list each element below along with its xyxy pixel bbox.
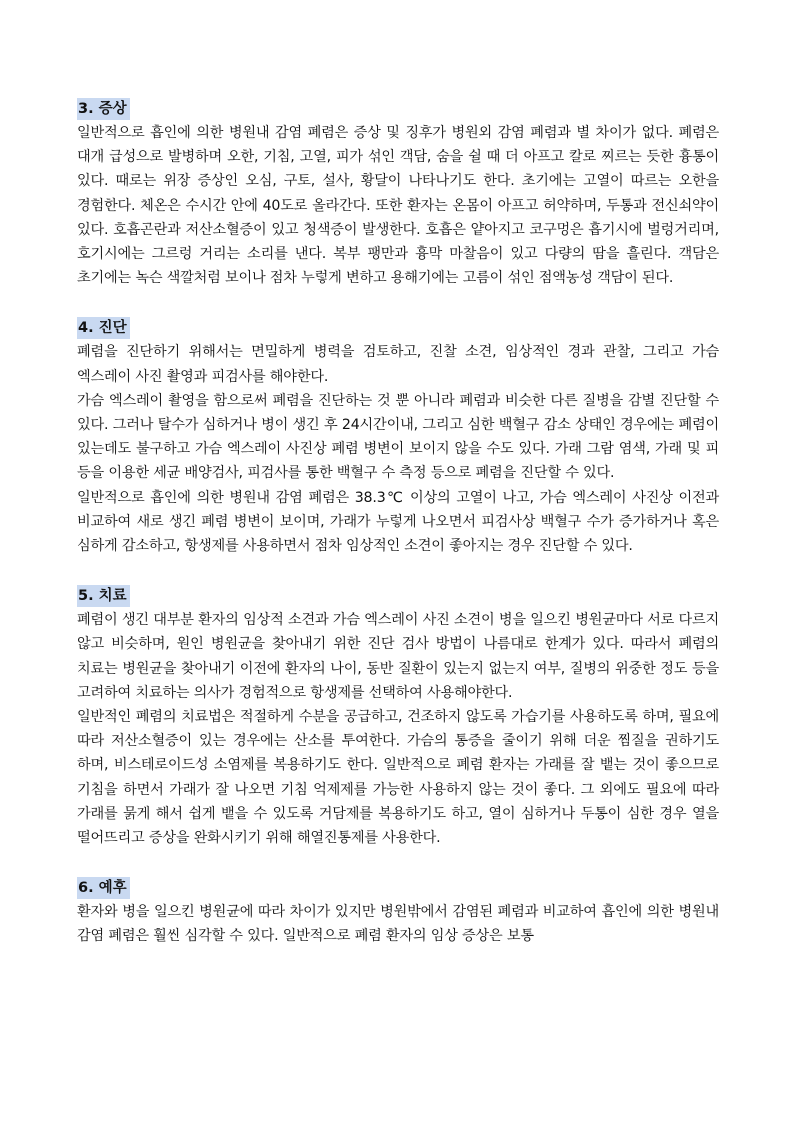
section-diagnosis xyxy=(77,317,719,558)
document-page xyxy=(77,98,719,976)
paragraph: 폐렴을 진단하기 위해서는 면밀하게 병력을 검토하고, 진찰 소견, 임상적인 경과 관찰, 그리고 가슴 엑스레이 사진 촬영과 피검사를 해야한다. xyxy=(77,344,719,385)
paragraph: 가슴 엑스레이 촬영을 함으로써 폐렴을 진단하는 것 뿐 아니라 폐렴과 비슷한 다른 질병을 감별 진단할 수 있다. 그러나 탈수가 심하거나 병이 생긴 후 24시간이내, 그리고 심한 백혈구 감소 상태인 경우에는 폐렴이 있는데도 불구하고 가슴 엑스레이 사진상 폐렴 병변이 보이지 않을 수도 있다. 가래 그람 염색, 가래 및 피 등을 이용한 세균 배양검사, 피검사를 통한 백혈구 수 측정 등으로 폐렴을 진단할 수 있다. xyxy=(77,392,719,482)
paragraph: 일반적으로 흡인에 의한 병원내 감염 폐렴은 증상 및 징후가 병원외 감염 폐렴과 별 차이가 없다. 폐렴은 대개 급성으로 발병하며 오한, 기침, 고열, 피가 섞인 객담, 숨을 쉴 때 더 아프고 칼로 찌르는 듯한 흉통이 있다. 때로는 위장 증상인 오심, 구토, 설사, 황달이 나타나기도 한다. 초기에는 고열이 따르는 오한을 경험한다. 체온은 수시간 안에 40도로 올라간다. 또한 환자는 온몸이 아프고 허약하며, 두통과 전신쇠약이 있다. 호흡곤란과 저산소혈증이 있고 청색증이 발생한다. 호흡은 얕아지고 코구멍은 흡기시에 벌렁거리며, 호기시에는 그르렁 거리는 소리를 낸다. 복부 팽만과 흉막 마찰음이 있고 다량의 땀을 흘린다. 객담은 초기에는 녹슨 색깔처럼 보이나 점차 누렇게 변하고 용해기에는 고름이 섞인 점액농성 객담이 된다. xyxy=(77,125,719,287)
section-heading: 6. 예후 xyxy=(77,877,130,899)
paragraph: 환자와 병을 일으킨 병원균에 따라 차이가 있지만 병원밖에서 감염된 폐렴과 비교하여 흡인에 의한 병원내 감염 폐렴은 훨씬 심각할 수 있다. 일반적으로 폐렴 환자의 임상 증상은 보통 xyxy=(77,904,719,945)
section-treatment xyxy=(77,585,719,850)
section-heading: 3. 증상 xyxy=(77,98,130,120)
paragraph: 일반적으로 흡인에 의한 병원내 감염 폐렴은 38.3℃ 이상의 고열이 나고, 가슴 엑스레이 사진상 이전과 비교하여 새로 생긴 폐렴 병변이 보이며, 가래가 누렇게 나오면서 피검사상 백혈구 수가 증가하거나 혹은 심하게 감소하고, 항생제를 사용하면서 점차 임상적인 소견이 좋아지는 경우 진단할 수 있다. xyxy=(77,489,719,555)
section-symptoms xyxy=(77,98,719,290)
section-prognosis xyxy=(77,877,719,948)
paragraph: 폐렴이 생긴 대부분 환자의 임상적 소견과 가슴 엑스레이 사진 소견이 병을 일으킨 병원균마다 서로 다르지 않고 비슷하며, 원인 병원균을 찾아내기 위한 진단 검사 방법이 나름대로 한계가 있다. 따라서 폐렴의 치료는 병원균을 찾아내기 이전에 환자의 나이, 동반 질환이 있는지 없는지 여부, 질병의 위중한 정도 등을 고려하여 치료하는 의사가 경험적으로 항생제를 선택하여 사용해야한다. xyxy=(77,612,719,701)
paragraph: 일반적인 폐렴의 치료법은 적절하게 수분을 공급하고, 건조하지 않도록 가습기를 사용하도록 하며, 필요에 따라 저산소혈증이 있는 경우에는 산소를 투여한다. 가슴의 통증을 줄이기 위해 더운 찜질을 권하기도 하며, 비스테로이드성 소염제를 복용하기도 한다. 일반적으로 폐렴 환자는 가래를 잘 뱉는 것이 좋으므로 기침을 하면서 가래가 잘 나오면 기침 억제제를 가능한 사용하지 않는 것이 좋다. 그 외에도 필요에 따라 가래를 묽게 해서 쉽게 뱉을 수 있도록 거담제를 복용하기도 하고, 열이 심하거나 두통이 심한 경우 열을 떨어뜨리고 증상을 완화시키기 위해 해열진통제를 사용한다. xyxy=(77,709,719,847)
section-heading: 4. 진단 xyxy=(77,317,130,339)
section-heading: 5. 치료 xyxy=(77,585,130,607)
